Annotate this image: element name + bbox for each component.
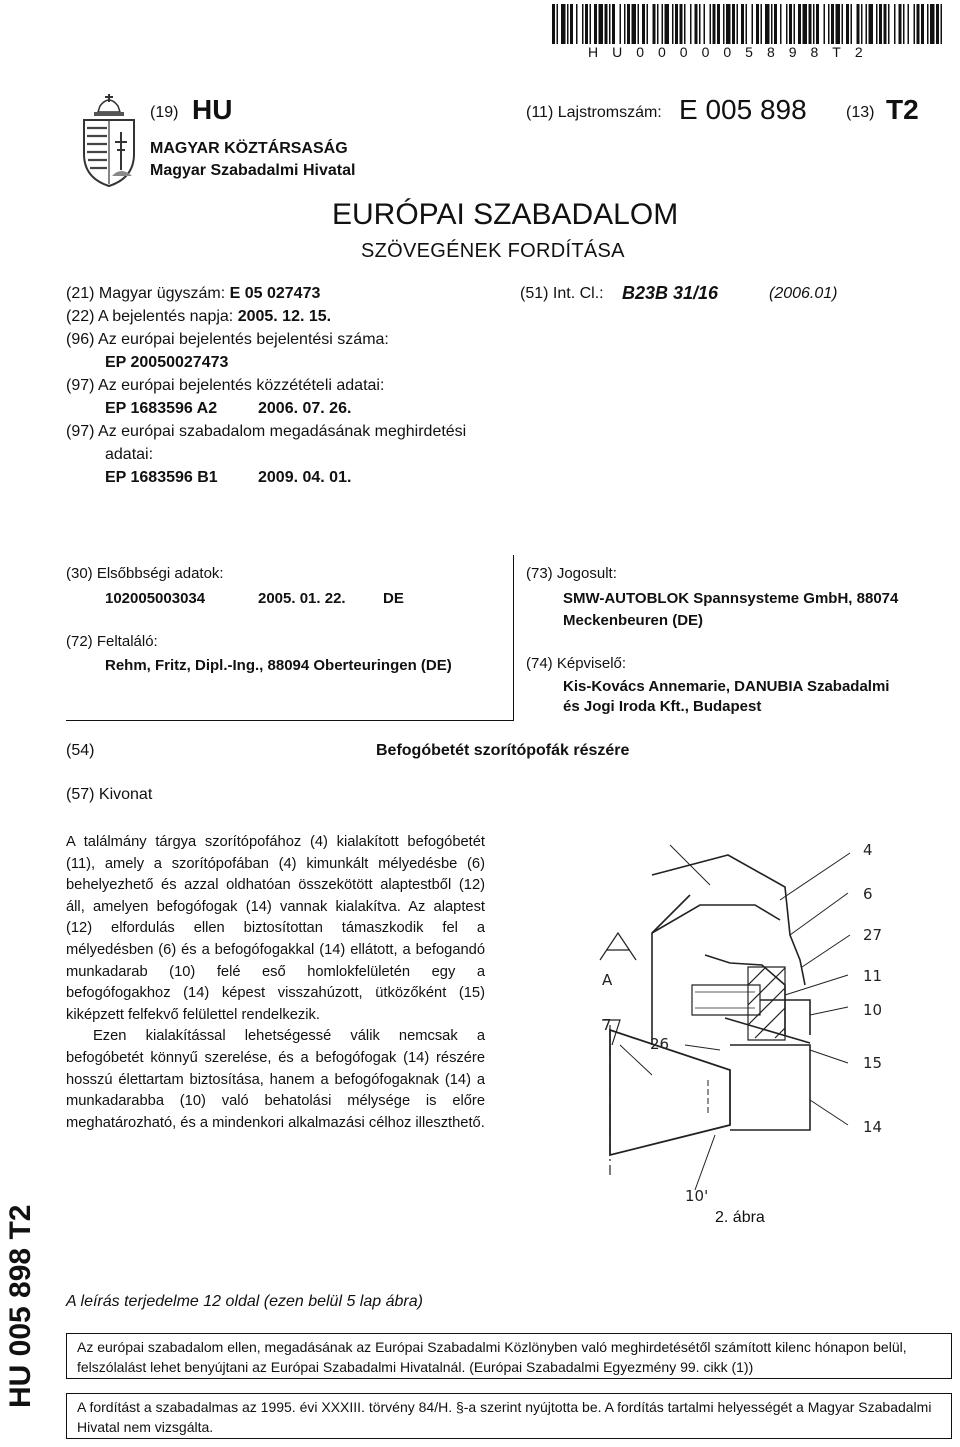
abstract-paragraph-1: A találmány tárgya szorítópofához (4) kialakított befogóbetét (11), amely a szorítópofában (4) kimunkált mélyedésbe (6) behelyezhető és azzal oldhatóan összekötött alaptestből (12) áll, amelyen befogófogak (14) vannak kialakítva. Az alaptest (12) elfordulás ellen biztosítottan támaszkodik fel a mélyedésben (6) és a befogófogakkal (14) ellátott, a befogandó munkadarab (10) felé eső homlokfelületén egy a befogófogakhoz (14) képest visszahúzott, ütközőként (15) kiképzett felfekvő felülettel rendelkezik.	[66, 834, 485, 1023]
priority-date: 2005. 01. 22.	[258, 590, 346, 607]
priority-number: 102005003034	[105, 590, 206, 607]
agent-line1: Kis-Kovács Annemarie, DANUBIA Szabadalmi	[563, 678, 890, 695]
field-97b-date: 2009. 04. 01.	[258, 469, 352, 486]
owner-line1	[563, 590, 898, 607]
agent-label: (74) Képviselő:	[526, 655, 627, 672]
barcode-text: HU000005898T2	[588, 44, 877, 60]
coat-of-arms-logo	[80, 92, 138, 188]
figure-label-15: 15	[863, 1054, 883, 1072]
figure-label-10: 10	[863, 1001, 883, 1019]
figure-label-11: 11	[863, 967, 883, 985]
invention-code: (54)	[66, 742, 95, 759]
field-51-label: (51) Int. Cl.:	[520, 285, 604, 302]
figure-label-14: 14	[863, 1118, 883, 1136]
inventor-address: , 88094 Oberteuringen (DE)	[259, 657, 452, 674]
registration-number: E 005 898	[679, 94, 807, 125]
abstract-code: (57) Kivonat	[66, 786, 153, 803]
field-97b-label: (97) Az európai szabadalom megadásának meghirdetési	[66, 423, 467, 440]
agent-line2	[563, 698, 761, 715]
figure-label-7: 7	[602, 1016, 612, 1034]
figure-label-26: 26	[650, 1035, 670, 1053]
field-51-value: B23B 31/16	[622, 283, 719, 303]
registration-label: (11) Lajstromszám:	[526, 104, 662, 121]
country: HU	[192, 94, 233, 125]
figure-label-A: A	[602, 971, 613, 989]
field-22-label: (22) A bejelentés napja:	[66, 308, 234, 325]
abstract-paragraph-2: Ezen kialakítással lehetségessé válik nemcsak a befogóbetét könnyű szerelése, és a befogófogak (14) részére hosszú élettartam biztosítása, hanem a befogófogaknak (14) a munkadarabba (10) való behatolási mélysége is előre meghatározható, és a mindenkori alkalmazási célhoz illeszthető.	[66, 1028, 485, 1131]
priority-country: DE	[383, 590, 404, 607]
field-96-value: EP 20050027473	[105, 354, 229, 371]
field-22	[66, 308, 331, 326]
abstract-body	[66, 832, 485, 1134]
agent-firm: és Jogi Iroda Kft.	[563, 698, 685, 715]
parties-underline	[66, 720, 514, 721]
field-97b-label-cont: adatai:	[105, 446, 154, 463]
document-title: EURÓPAI SZABADALOM	[332, 198, 679, 231]
owner-label: (73) Jogosult:	[526, 565, 617, 582]
field-96-label: (96) Az európai bejelentés bejelentési száma:	[66, 331, 389, 348]
field-97a-label: (97) Az európai bejelentés közzétételi adatai:	[66, 377, 385, 394]
side-publication-number	[2, 1150, 38, 1410]
priority-label: (30) Elsőbbségi adatok:	[66, 565, 224, 582]
barcode	[552, 4, 942, 44]
translation-notice: A fordítást a szabadalmas az 1995. évi XXXIII. törvény 84/H. §-a szerint nyújtotta be. A fordítás tartalmi helyességét a Magyar Szabadalmi Hivatal nem vizsgálta.	[66, 1393, 952, 1439]
owner-line2: Meckenbeuren (DE)	[563, 612, 704, 629]
office-name: Magyar Szabadalmi Hivatal	[150, 162, 356, 179]
field-21-value: E 05 027473	[229, 285, 321, 302]
document-subtitle: SZÖVEGÉNEK FORDÍTÁSA	[361, 240, 625, 262]
agent-city: , Budapest	[684, 698, 762, 715]
republic-name: MAGYAR KÖZTÁRSASÁG	[150, 140, 348, 157]
owner-postcode: , 88074	[848, 590, 899, 607]
figure-label-6: 6	[863, 885, 873, 903]
inventor	[105, 657, 452, 674]
kind: T2	[886, 94, 919, 125]
owner-name: SMW-AUTOBLOK Spannsysteme GmbH	[563, 590, 849, 607]
kind-code: (13)	[846, 104, 875, 121]
field-21-label: (21) Magyar ügyszám:	[66, 285, 226, 302]
description-extent: A leírás terjedelme 12 oldal (ezen belül 5 lap ábra)	[66, 1293, 423, 1310]
column-divider	[513, 555, 514, 720]
invention-title: Befogóbetét szorítópofák részére	[376, 742, 630, 759]
inventor-name: Rehm, Fritz, Dipl.-Ing.	[105, 657, 260, 674]
field-21	[66, 285, 320, 303]
inventor-label: (72) Feltaláló:	[66, 633, 158, 650]
opposition-notice: Az európai szabadalom ellen, megadásának az Európai Szabadalmi Közlönyben való meghirdetésétől számított kilenc hónapon belül, felszólalást lehet benyújtani az Európai Szabadalmi Hivatalnál. (Európai Szabadalmi Egyezmény 99. cikk (1))	[66, 1333, 952, 1379]
field-97a-number: EP 1683596 A2	[105, 400, 218, 417]
field-22-value: 2005. 12. 15.	[237, 308, 332, 325]
field-97a-date: 2006. 07. 26.	[258, 400, 352, 417]
figure-caption: 2. ábra	[715, 1209, 765, 1226]
figure-label-27: 27	[863, 926, 883, 944]
field-97b-number: EP 1683596 B1	[105, 469, 218, 486]
side-text: HU 005 898 T2	[4, 1204, 37, 1408]
field-51-version: (2006.01)	[769, 285, 838, 302]
country-code: (19)	[150, 104, 179, 121]
figure-label-4: 4	[863, 841, 873, 859]
figure-label-10-prime: 10'	[685, 1187, 709, 1205]
figure-drawing	[580, 835, 890, 1210]
